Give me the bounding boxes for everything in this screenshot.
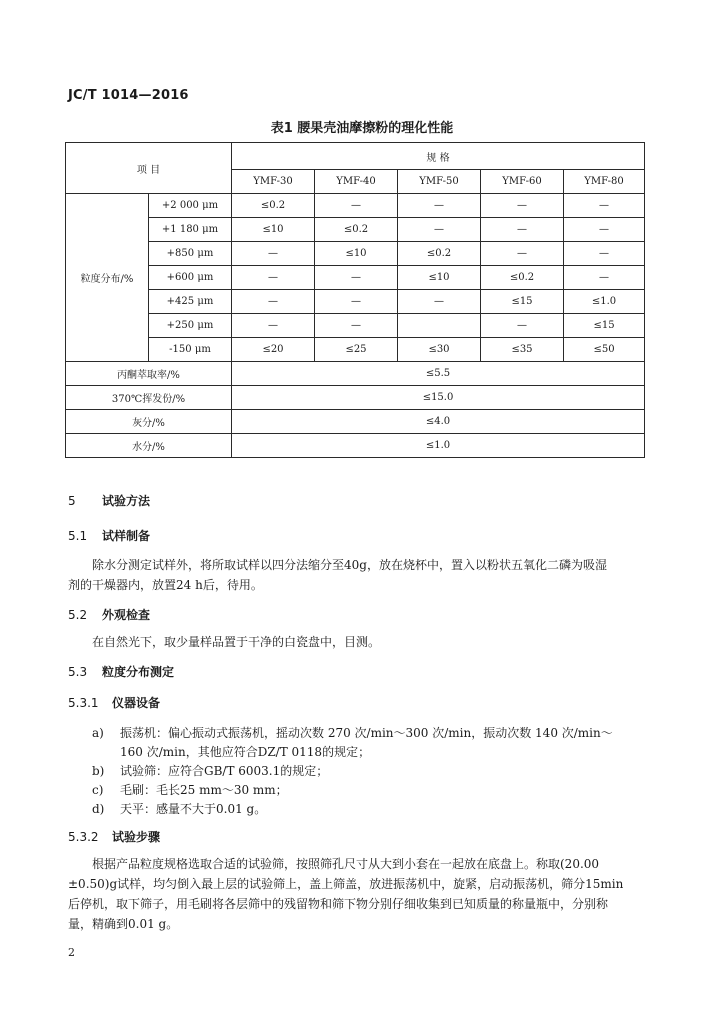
value-cell: ≤0.2 (481, 266, 564, 290)
list-item: c) 毛刷：毛长25 mm～30 mm； (92, 783, 288, 797)
text-line: 后停机，取下筛子，用毛刷将各层筛中的残留物和筛下物分别仔细收集到已知质量的称量瓶中，分别称 (68, 897, 609, 911)
section-5-1-text (68, 555, 607, 595)
value-cell: — (315, 194, 398, 218)
text-line: 剂的干燥器内，放置24 h后，待用。 (68, 578, 263, 592)
list-item: a) 振荡机：偏心振动式振荡机，摇动次数 270 次/min～300 次/min，振动次数 140 次/min～ 160 次/min，其他应符合DZ/T 0118的规定； (92, 726, 613, 759)
value-cell: ≤15 (481, 290, 564, 314)
model-header-cell: YMF-50 (398, 170, 481, 194)
value-cell: — (564, 242, 645, 266)
table-row (66, 194, 645, 218)
value-cell: ≤30 (398, 338, 481, 362)
property-value-cell: ≤1.0 (232, 434, 645, 458)
section-5-3-heading: 5.3 粒度分布测定 (68, 665, 175, 679)
table-row (66, 362, 645, 386)
section-5-heading: 5 试验方法 (68, 494, 151, 508)
sieve-size-cell: +2 000 μm (149, 194, 232, 218)
model-header-cell: YMF-30 (232, 170, 315, 194)
text-line: ±0.50)g试样，均匀倒入最上层的试验筛上，盖上筛盖，放进振荡机中，旋紧，启动振荡机，筛分15min (68, 877, 624, 891)
model-header-cell: YMF-60 (481, 170, 564, 194)
table-row (66, 266, 645, 290)
value-cell: ≤50 (564, 338, 645, 362)
property-label-cell: 水分/% (66, 434, 232, 458)
page-number: 2 (68, 946, 75, 959)
section-5-2-heading: 5.2 外观检查 (68, 608, 151, 622)
table-row (66, 290, 645, 314)
value-cell: — (481, 218, 564, 242)
sieve-size-cell: +425 μm (149, 290, 232, 314)
equipment-list (92, 724, 613, 819)
value-cell: ≤0.2 (315, 218, 398, 242)
sieve-size-cell: +850 μm (149, 242, 232, 266)
value-cell: — (481, 242, 564, 266)
value-cell: ≤25 (315, 338, 398, 362)
text-line: 量，精确到0.01 g。 (68, 917, 179, 931)
property-value-cell: ≤5.5 (232, 362, 645, 386)
value-cell: — (564, 266, 645, 290)
value-cell: ≤15 (564, 314, 645, 338)
property-label-cell: 370℃挥发份/% (66, 386, 232, 410)
spec-header: 规 格 (232, 143, 645, 170)
table-title: 表1 腰果壳油摩擦粉的理化性能 (270, 121, 454, 136)
value-cell: — (564, 218, 645, 242)
table-row (66, 242, 645, 266)
property-label-cell: 丙酮萃取率/% (66, 362, 232, 386)
value-cell: — (398, 218, 481, 242)
table-header-row (66, 143, 645, 170)
text-line: 根据产品粒度规格选取合适的试验筛，按照筛孔尺寸从大到小套在一起放在底盘上。称取(20.00 (92, 857, 600, 871)
sieve-size-cell: +250 μm (149, 314, 232, 338)
value-cell: ≤0.2 (398, 242, 481, 266)
sieve-size-cell: -150 μm (149, 338, 232, 362)
value-cell: ≤35 (481, 338, 564, 362)
section-5-3-2-heading: 5.3.2 试验步骤 (68, 830, 161, 844)
value-cell: — (398, 194, 481, 218)
value-cell: — (481, 194, 564, 218)
value-cell: — (315, 266, 398, 290)
section-5-1-heading: 5.1 试样制备 (68, 529, 151, 543)
value-cell: — (232, 314, 315, 338)
value-cell: — (232, 290, 315, 314)
model-header-cell: YMF-40 (315, 170, 398, 194)
value-cell: ≤1.0 (564, 290, 645, 314)
property-value-cell: ≤4.0 (232, 410, 645, 434)
value-cell: ≤0.2 (232, 194, 315, 218)
section-5-2-text (92, 632, 380, 652)
particle-distribution-label: 粒度分布/% (66, 194, 149, 362)
table-row (66, 314, 645, 338)
value-cell: — (315, 314, 398, 338)
value-cell: ≤20 (232, 338, 315, 362)
model-header-cell: YMF-80 (564, 170, 645, 194)
item-header: 项 目 (66, 143, 232, 194)
value-cell: ≤10 (315, 242, 398, 266)
section-5-3-2-text (68, 854, 623, 934)
value-cell: — (481, 314, 564, 338)
table-row (66, 410, 645, 434)
properties-table (65, 142, 645, 458)
table-row (66, 218, 645, 242)
value-cell: — (564, 194, 645, 218)
table-row (66, 434, 645, 458)
value-cell: — (315, 290, 398, 314)
table-row (66, 386, 645, 410)
property-label-cell: 灰分/% (66, 410, 232, 434)
sieve-size-cell: +600 μm (149, 266, 232, 290)
sieve-size-cell: +1 180 μm (149, 218, 232, 242)
value-cell: — (232, 242, 315, 266)
list-item: b) 试验筛：应符合GB/T 6003.1的规定； (92, 764, 329, 778)
value-cell: — (232, 266, 315, 290)
value-cell (398, 314, 481, 338)
text-line: 除水分测定试样外，将所取试样以四分法缩分至40g，放在烧杯中，置入以粉状五氧化二磷为吸湿 (92, 558, 607, 572)
value-cell: ≤10 (398, 266, 481, 290)
standard-code: JC/T 1014—2016 (68, 88, 189, 103)
text-line: 在自然光下，取少量样品置于干净的白瓷盘中，目测。 (92, 635, 381, 649)
value-cell: ≤10 (232, 218, 315, 242)
table-row (66, 338, 645, 362)
value-cell: — (398, 290, 481, 314)
section-5-3-1-heading: 5.3.1 仪器设备 (68, 696, 161, 710)
list-item: d) 天平：感量不大于0.01 g。 (92, 802, 267, 816)
property-value-cell: ≤15.0 (232, 386, 645, 410)
